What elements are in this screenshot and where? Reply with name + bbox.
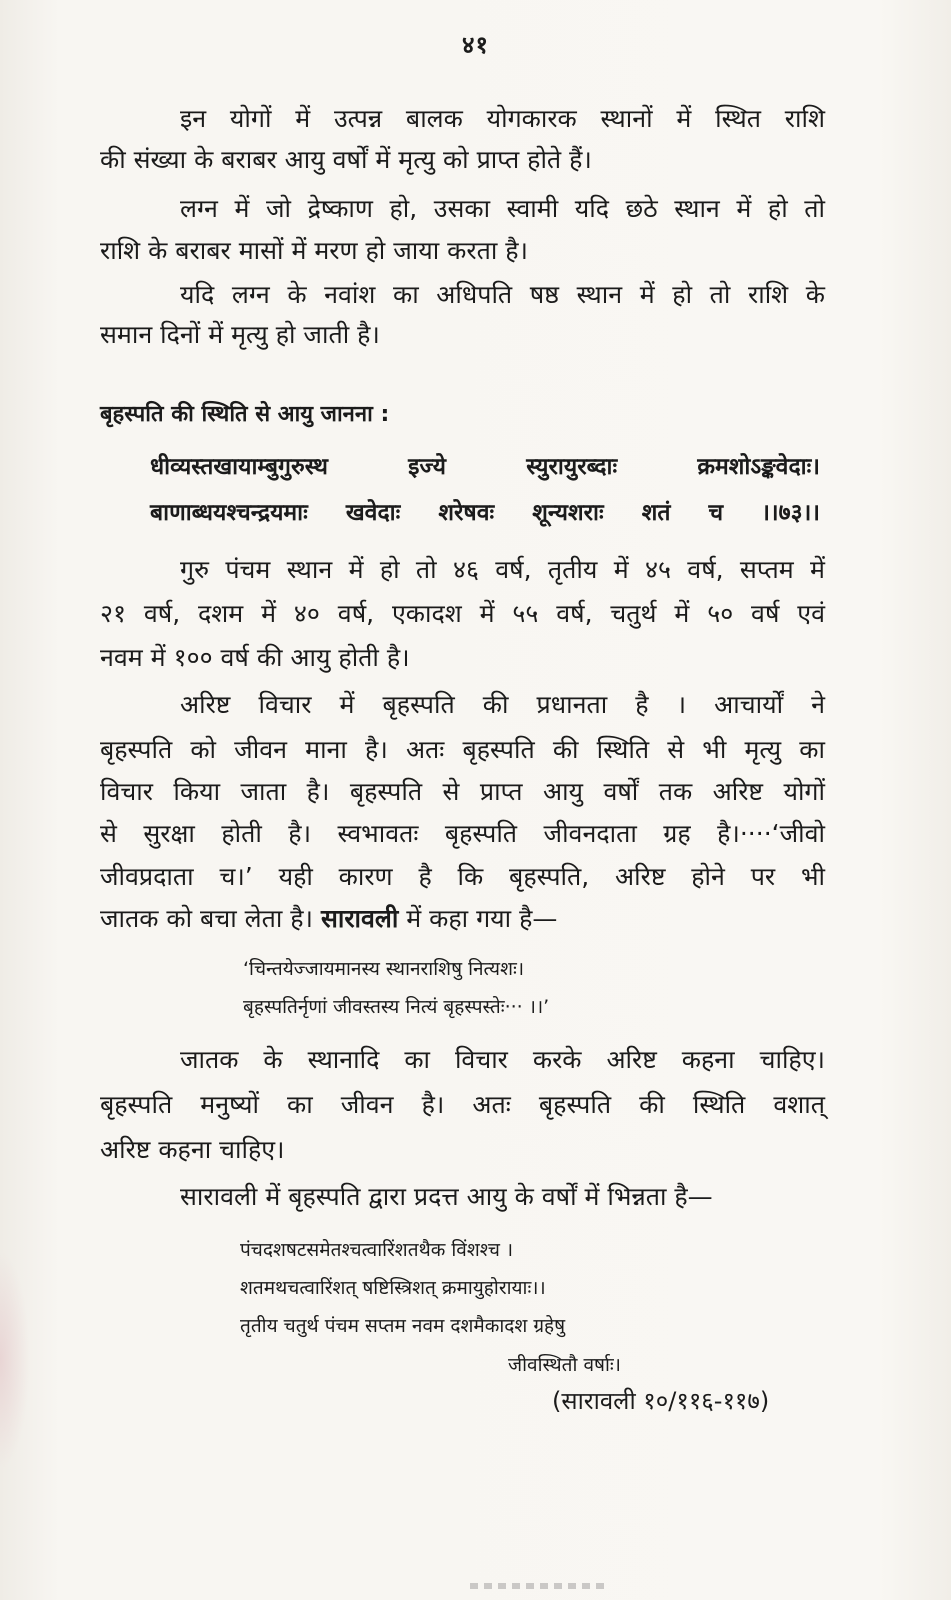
text-line: गुरु पंचम स्थान में हो तो ४६ वर्ष, तृतीय में ४५ वर्ष, सप्तम में	[180, 555, 825, 584]
verse-line: बाणाब्धयश्चन्द्रयमाः खवेदाः शरेषवः शून्यशराः शतं च ।।७३।।	[150, 500, 820, 526]
text-line: २१ वर्ष, दशम में ४० वर्ष, एकादश में ५५ वर्ष, चतुर्थ में ५० वर्ष एवं	[100, 599, 826, 628]
quote-line: पंचदशषटसमेतश्चत्वारिंशतथैक विंशश्च ।	[240, 1239, 514, 1261]
verse-line: धीव्यस्तखायाम्बुगुरुस्थ इज्ये स्युरायुरब्दाः क्रमशोऽङ्कवेदाः।	[150, 454, 820, 480]
quote-line: ‘चिन्तयेज्जायमानस्य स्थानराशिषु नित्यशः।	[243, 958, 525, 980]
text-line: नवम में १०० वर्ष की आयु होती है।	[100, 643, 410, 672]
text-line: से सुरक्षा होती है। स्वभावतः बृहस्पति जीवनदाता ग्रह है।····‘जीवो	[100, 819, 825, 848]
text-line: की संख्या के बराबर आयु वर्षों में मृत्यु को प्राप्त होते हैं।	[100, 145, 592, 174]
text-line: बृहस्पति मनुष्यों का जीवन है। अतः बृहस्पति की स्थिति वशात्	[100, 1090, 825, 1119]
citation: (सारावली १०/११६-११७)	[552, 1387, 770, 1415]
quote-line: जीवस्थितौ वर्षाः।	[508, 1354, 621, 1376]
text-line: अरिष्ट कहना चाहिए।	[100, 1135, 285, 1164]
quote-line: तृतीय चतुर्थ पंचम सप्तम नवम दशमैकादश ग्रहेषु	[240, 1315, 566, 1337]
text-line: लग्न में जो द्रेष्काण हो, उसका स्वामी यदि छठे स्थान में हो तो	[180, 194, 825, 223]
text-line: बृहस्पति को जीवन माना है। अतः बृहस्पति की स्थिति से भी मृत्यु का	[100, 735, 825, 764]
section-heading: बृहस्पति की स्थिति से आयु जानना :	[100, 402, 390, 427]
book-name: सारावली	[320, 904, 399, 933]
text-line: विचार किया जाता है। बृहस्पति से प्राप्त आयु वर्षों तक अरिष्ट योगों	[100, 777, 825, 806]
quote-line: शतमथचत्वारिंशत् षष्टिस्त्रिशत् क्रमायुहोरायाः।।	[240, 1277, 546, 1299]
text-line: यदि लग्न के नवांश का अधिपति षष्ठ स्थान में हो तो राशि के	[180, 280, 825, 309]
text-line: जातक के स्थानादि का विचार करके अरिष्ट कहना चाहिए।	[180, 1045, 825, 1074]
text-line: इन योगों में उत्पन्न बालक योगकारक स्थानों में स्थित राशि	[180, 104, 825, 133]
text-line: समान दिनों में मृत्यु हो जाती है।	[100, 320, 380, 349]
text-line: जीवप्रदाता च।’ यही कारण है कि बृहस्पति, अरिष्ट होने पर भी	[100, 862, 825, 891]
text-line	[100, 902, 825, 936]
text-line: राशि के बराबर मासों में मरण हो जाया करता है।	[100, 236, 529, 265]
text-line: अरिष्ट विचार में बृहस्पति की प्रधानता है । आचार्यों ने	[180, 690, 825, 719]
bottom-bleed-through	[470, 1583, 610, 1589]
page-smudge	[0, 1250, 30, 1470]
text-fragment: में कहा गया है—	[398, 904, 558, 933]
text-fragment: जातक को बचा लेता है।	[100, 904, 321, 933]
quote-line: बृहस्पतिर्नृणां जीवस्तस्य नित्यं बृहस्पस्तेः··· ।।’	[243, 996, 550, 1018]
page-number: ४१	[462, 31, 489, 59]
text-line: सारावली में बृहस्पति द्वारा प्रदत्त आयु के वर्षों में भिन्नता है—	[180, 1182, 713, 1211]
